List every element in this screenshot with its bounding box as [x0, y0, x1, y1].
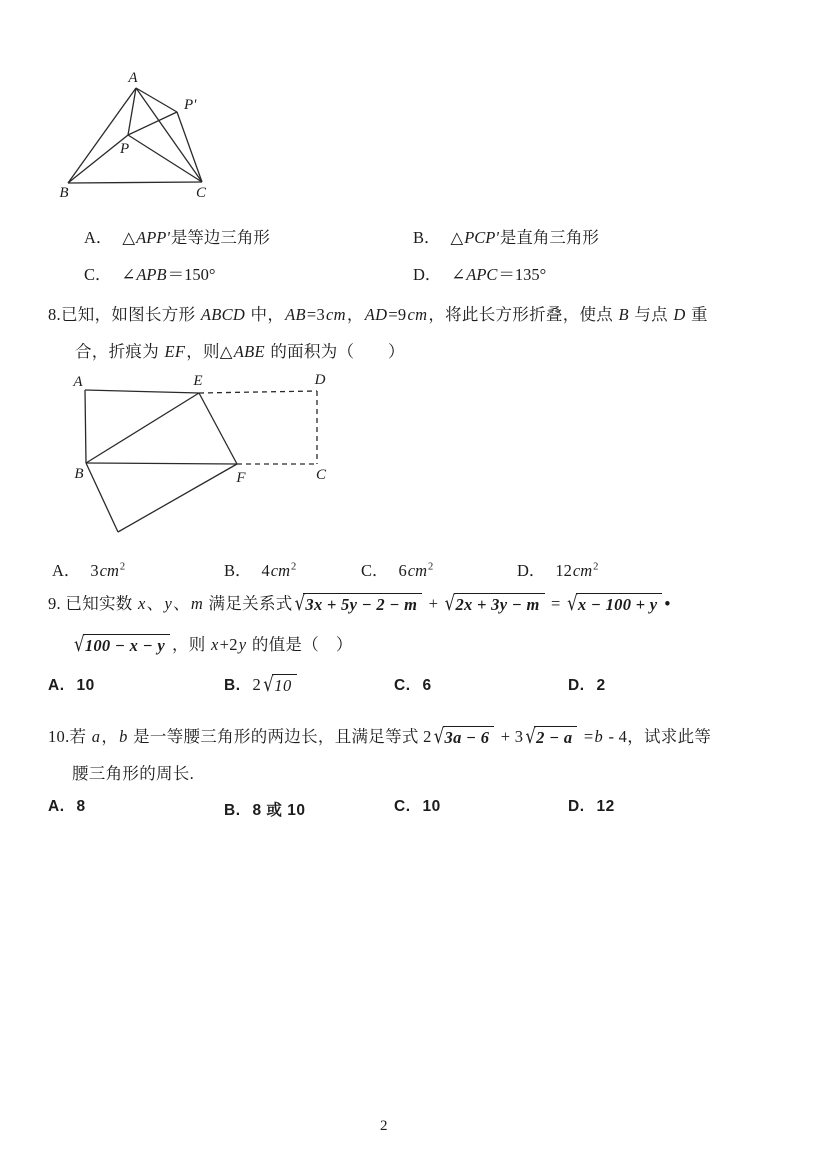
q9-option-c-text: 6: [422, 677, 432, 694]
q8-option-d: [517, 557, 598, 581]
q9-option-b-letter: B.: [224, 677, 241, 695]
q7-option-d-text: ∠APC＝135°: [451, 265, 547, 284]
q7-option-c-letter: C．: [84, 265, 112, 284]
fig2-label-d: D: [314, 372, 326, 388]
q10-option-c-text: 10: [422, 798, 441, 815]
fig2-dashed-edges: [199, 391, 317, 464]
q10-statement-line-1: 10.若 a，b 是一等腰三角形的两边长，且满足等式 2 √ 3a − 6 + 3 √ 2 − a =b - 4，试求此等: [48, 724, 712, 748]
fig2-label-e: E: [193, 373, 203, 389]
q10-option-a: [48, 798, 86, 816]
fig1-label-p: P: [120, 141, 130, 157]
q9-option-d-text: 2: [596, 677, 606, 694]
fig1-label-c: C: [195, 185, 207, 201]
q10-option-c-letter: C.: [394, 798, 411, 815]
q7-option-b: [413, 224, 599, 248]
q8-option-a-letter: A．: [52, 561, 81, 580]
q8-option-b-text: $4cm^2$: [261, 561, 297, 580]
q8-statement-line-1: 8.已知，如图长方形 ABCD 中，AB=3cm，AD=9cm，将此长方形折叠，使点 B 与点 D 重: [48, 305, 708, 324]
fig2-label-a: A: [73, 374, 83, 390]
q9-option-b-text: 2 √ 10: [253, 675, 299, 694]
q10-option-b: [224, 798, 305, 820]
fig1-label-p-prime: P': [184, 97, 197, 113]
q7-option-c: [84, 261, 215, 285]
triangle-rotation-figure: [50, 64, 220, 204]
q8-option-c-letter: C．: [361, 561, 389, 580]
q10-option-a-letter: A.: [48, 798, 65, 815]
q7-option-a-letter: A．: [84, 228, 113, 247]
q8-option-c-text: $6cm^2$: [398, 561, 434, 580]
rectangle-fold-figure: [65, 372, 340, 547]
q7-option-b-text: △PCP'是直角三角形: [450, 228, 599, 247]
q8-option-a-text: $3cm^2$: [90, 561, 126, 580]
q9-option-b: [224, 674, 299, 697]
q7-option-b-letter: B．: [413, 228, 441, 247]
fig2-solid-edges: [85, 390, 237, 532]
fig1-label-a: A: [128, 70, 138, 86]
q9-option-a-text: 10: [76, 677, 95, 694]
q8-option-b-letter: B．: [224, 561, 252, 580]
q10-option-a-text: 8: [76, 798, 86, 815]
q8-option-a: [52, 557, 125, 581]
q9-option-c: [394, 677, 432, 695]
q8-option-d-letter: D．: [517, 561, 546, 580]
q10-option-d: [568, 798, 615, 816]
q7-option-a: [84, 224, 270, 248]
q10-option-d-text: 12: [596, 798, 615, 815]
q8-option-c: [361, 557, 433, 581]
fig2-label-b: B: [74, 466, 84, 482]
q9-option-c-letter: C.: [394, 677, 411, 694]
q8-option-d-text: $12cm^2$: [555, 561, 599, 580]
fig2-label-f: F: [236, 470, 246, 486]
q7-option-c-text: ∠APB＝150°: [121, 265, 216, 284]
page-number: 2: [380, 1118, 388, 1134]
q9-statement-line-1: 9. 已知实数 x、y、m 满足关系式 √ 3x + 5y − 2 − m + √ 2x + 3y − m = √ x − 100 + y •: [48, 591, 671, 615]
q8-option-b: [224, 557, 296, 581]
q10-option-b-letter: B.: [224, 802, 241, 819]
q9-option-d: [568, 677, 606, 695]
fig1-edges: [68, 88, 202, 183]
q9-option-a-letter: A.: [48, 677, 65, 694]
q10-statement-line-2: 腰三角形的周长.: [72, 764, 195, 783]
q7-option-a-text: △APP'是等边三角形: [122, 228, 270, 247]
q9-statement-line-2: √ 100 − x − y ，则 x+2y 的值是（ ）: [74, 632, 353, 656]
q8-statement-line-2: 合，折痕为 EF，则△ABE 的面积为（ ）: [75, 342, 405, 361]
fig2-label-c: C: [315, 467, 327, 483]
q7-option-d-letter: D．: [413, 265, 442, 284]
q10-option-c: [394, 798, 441, 816]
fig1-label-b: B: [59, 185, 69, 201]
q9-option-d-letter: D.: [568, 677, 585, 694]
q10-option-d-letter: D.: [568, 798, 585, 815]
q7-option-d: [413, 261, 546, 285]
q9-option-a: [48, 677, 95, 695]
q10-option-b-text: 8 或 10: [252, 802, 306, 819]
